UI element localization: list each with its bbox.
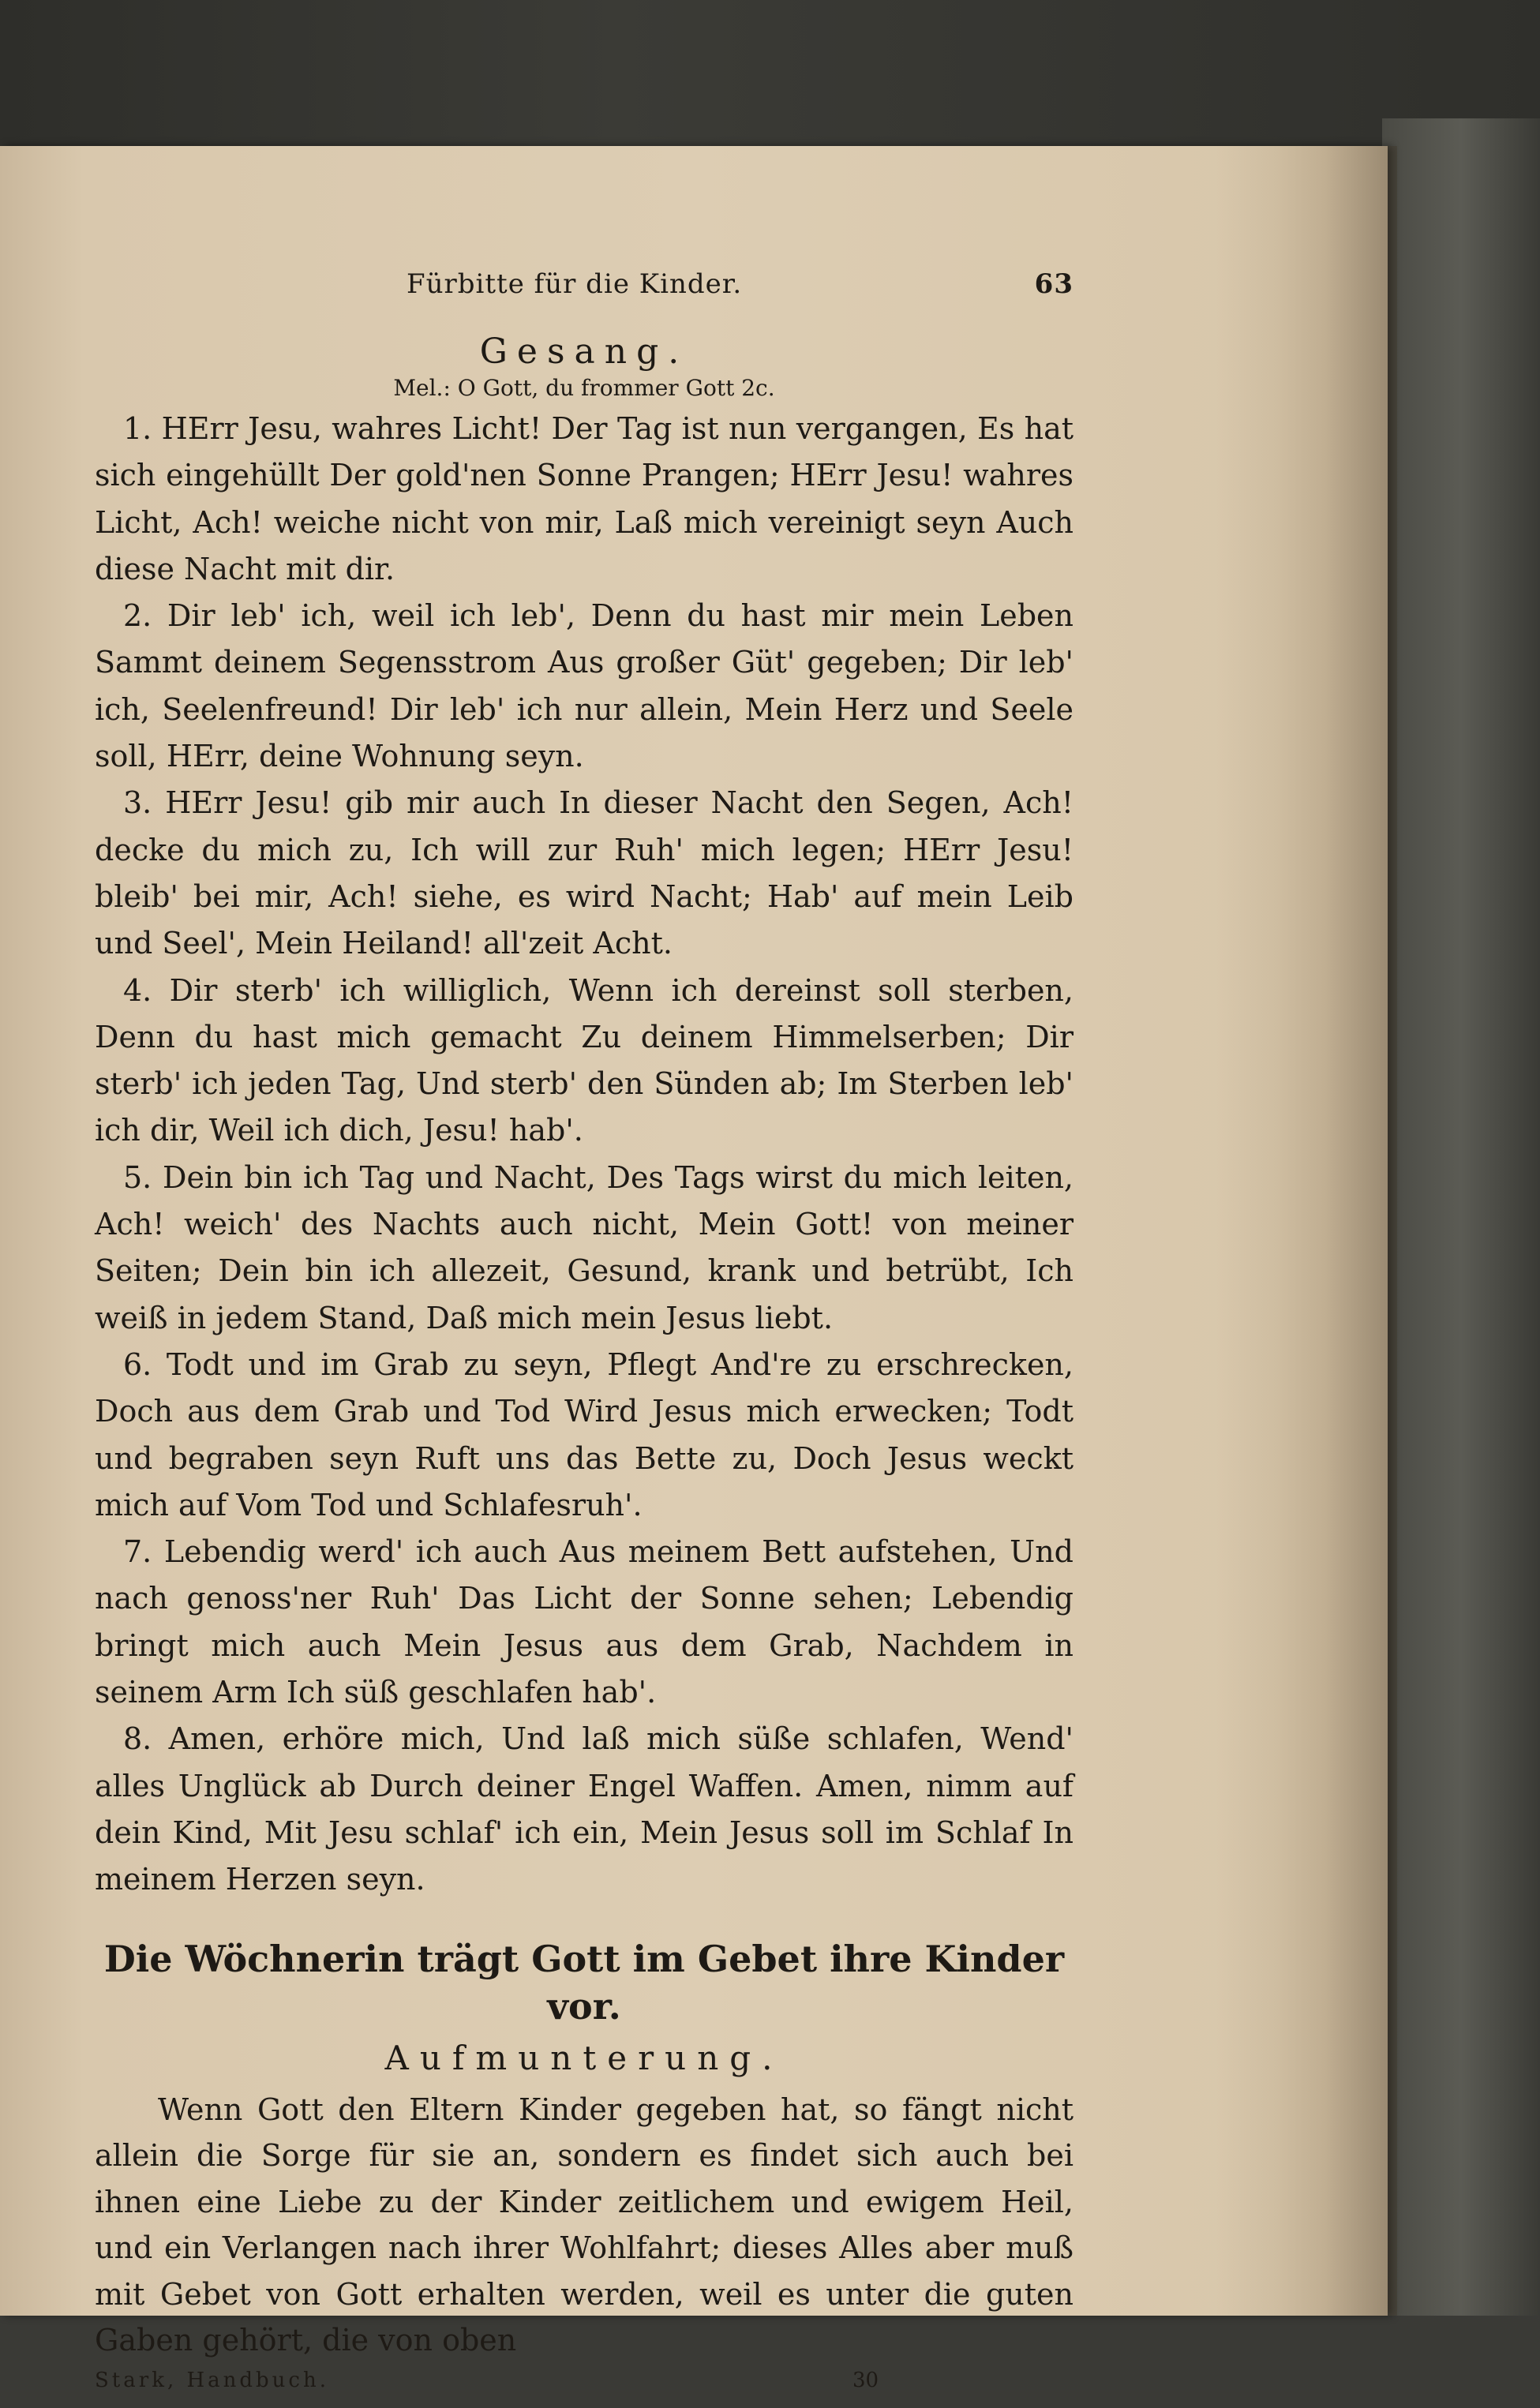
footer-signature: Stark, Handbuch. — [95, 2368, 329, 2392]
page-number: 63 — [1034, 268, 1074, 300]
page-footer — [95, 2369, 1074, 2408]
stanza-2: 2. Dir leb' ich, weil ich leb', Denn du hast mir mein Leben Sammt deinem Segensstrom Aus großer Güt' gegeben; Dir leb' ich, Seelenfreund! Dir leb' ich nur allein, Mein Herz und Seele soll, HErr, deine Wohnung seyn. — [95, 598, 1074, 774]
stanza-6: 6. Todt und im Grab zu seyn, Pflegt And're zu erschrecken, Doch aus dem Grab und Tod Wird Jesus mich erwecken; Todt und begraben seyn Ruft uns das Bette zu, Doch Jesus weckt mich auf Vom Tod und Schlafesruh'. — [95, 1346, 1074, 1522]
stanza-3: 3. HErr Jesu! gib mir auch In dieser Nacht den Segen, Ach! decke du mich zu, Ich will zur Ruh' mich legen; HErr Jesu! bleib' bei mir, Ach! siehe, es wird Nacht; Hab' auf mein Leib und Seel', Mein Heiland! all'zeit Acht. — [95, 785, 1074, 961]
section-title: Die Wöchnerin trägt Gott im Gebet ihre Kinder vor. — [103, 1937, 1065, 2028]
stanza-5: 5. Dein bin ich Tag und Nacht, Des Tags wirst du mich leiten, Ach! weich' des Nachts auch nicht, Mein Gott! von meiner Seiten; Dein bin ich allezeit, Gesund, krank und betrübt, Ich weiß in jedem Stand, Daß mich mein Jesus liebt. — [95, 1159, 1074, 1335]
running-header — [95, 268, 1074, 324]
footer-sheet-number: 30 — [852, 2368, 879, 2392]
section-subheading: Aufmunterung. — [384, 2038, 784, 2077]
section-paragraph: Wenn Gott den Eltern Kinder gegeben hat, so fängt nicht allein die Sorge für sie an, sondern es findet sich auch bei ihnen eine Liebe zu der Kinder zeitlichem und ewigem Heil, und ein Verlangen nach ihrer Wohlfahrt; dieses Alles aber muß mit Gebet von Gott erhalten werden, weil es unter die guten Gaben gehört, die von oben — [95, 2092, 1074, 2357]
hymn-melody: Mel.: O Gott, du frommer Gott 2c. — [393, 375, 775, 401]
running-title: Fürbitte für die Kinder. — [407, 268, 743, 300]
book-cover-edge — [1382, 118, 1540, 2316]
page-text — [95, 268, 1074, 2408]
stanza-1: 1. HErr Jesu, wahres Licht! Der Tag ist nun vergangen, Es hat sich eingehüllt Der gold'nen Sonne Prangen; HErr Jesu! wahres Licht, Ach! weiche nicht von mir, Laß mich vereinigt seyn Auch diese Nacht mit dir. — [95, 411, 1074, 586]
stanza-8: 8. Amen, erhöre mich, Und laß mich süße schlafen, Wend' alles Unglück ab Durch deiner Engel Waffen. Amen, nimm auf dein Kind, Mit Jesu schlaf' ich ein, Mein Jesus soll im Schlaf In meinem Herzen seyn. — [95, 1721, 1074, 1897]
stanza-4: 4. Dir sterb' ich williglich, Wenn ich dereinst soll sterben, Denn du hast mich gemacht Zu deinem Himmelserben; Dir sterb' ich jeden Tag, Und sterb' den Sünden ab; Im Sterben leb' ich dir, Weil ich dich, Jesu! hab'. — [95, 972, 1074, 1148]
stanza-7: 7. Lebendig werd' ich auch Aus meinem Bett aufstehen, Und nach genoss'ner Ruh' Das Licht der Sonne sehen; Lebendig bringt mich auch Mein Jesus aus dem Grab, Nachdem in seinem Arm Ich süß geschlafen hab'. — [95, 1534, 1074, 1710]
hymn-heading: Gesang. — [479, 331, 689, 372]
